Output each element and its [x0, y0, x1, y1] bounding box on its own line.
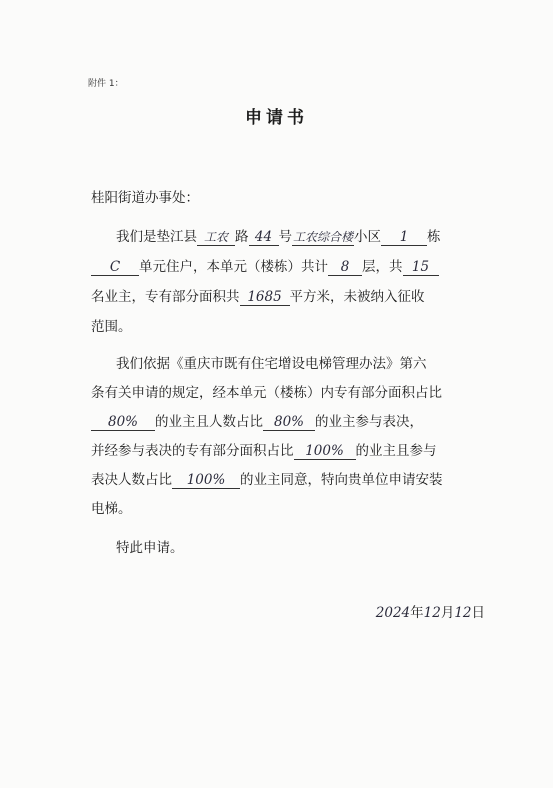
area-field: 1685	[240, 289, 290, 306]
text: 的业主同意，特向贵单位申请安装	[240, 472, 443, 488]
community-name-field: 工农综合楼	[292, 230, 353, 244]
date-month: 12	[423, 605, 441, 621]
text: 单元住户，本单元（楼栋）共计	[139, 259, 328, 275]
date-day: 12	[454, 605, 472, 621]
text: 的业主参与表决，	[315, 414, 423, 430]
paragraph-2-line-4	[91, 441, 437, 461]
text: 路	[235, 229, 249, 245]
vote-people-ratio-field: 100%	[172, 472, 240, 489]
closing-line: 特此申请。	[116, 540, 184, 556]
date-year: 2024	[375, 605, 411, 621]
house-number-field: 44	[249, 229, 279, 246]
page-title: 申请书	[245, 108, 308, 128]
paragraph-1-line-3	[91, 287, 425, 307]
text: 年	[410, 605, 424, 621]
text: 并经参与表决的专有部分面积占比	[91, 443, 294, 459]
text: 小区	[354, 229, 381, 245]
paragraph-2-line-5	[91, 470, 443, 490]
addressee: 桂阳街道办事处：	[91, 190, 199, 206]
paragraph-1-line-2	[91, 257, 439, 277]
text: 表决人数占比	[91, 472, 172, 488]
text: 我们是垫江县	[116, 229, 197, 245]
text: 的业主且人数占比	[155, 414, 263, 430]
area-ratio-field: 80%	[91, 414, 155, 431]
paragraph-2-line-6: 电梯。	[91, 501, 132, 517]
text: 栋	[427, 229, 441, 245]
road-name-field: 工农	[197, 229, 235, 246]
text: 名业主，专有部分面积共	[91, 289, 240, 305]
signature-date	[376, 601, 485, 621]
text: 月	[440, 605, 455, 621]
text: 层，共	[362, 259, 403, 275]
text: 平方米，未被纳入征收	[289, 289, 425, 305]
paragraph-2-line-1: 我们依据《重庆市既有住宅增设电梯管理办法》第六	[116, 356, 427, 372]
paragraph-2-line-3	[91, 412, 423, 432]
paragraph-1-line-4: 范围。	[91, 319, 132, 335]
text: 号	[278, 229, 292, 245]
owners-field: 15	[403, 259, 439, 276]
paragraph-2-line-2: 条有关申请的规定，经本单元（楼栋）内专有部分面积占比	[91, 385, 442, 401]
vote-area-ratio-field: 100%	[294, 443, 356, 460]
attachment-label: 附件 1：	[88, 79, 124, 89]
floors-field: 8	[328, 259, 362, 276]
paragraph-1-line-1	[116, 227, 441, 247]
text: 日	[471, 605, 485, 621]
people-ratio-field: 80%	[263, 414, 315, 431]
unit-field: C	[91, 259, 139, 276]
building-number-field: 1	[381, 229, 427, 246]
text: 的业主且参与	[355, 443, 437, 459]
